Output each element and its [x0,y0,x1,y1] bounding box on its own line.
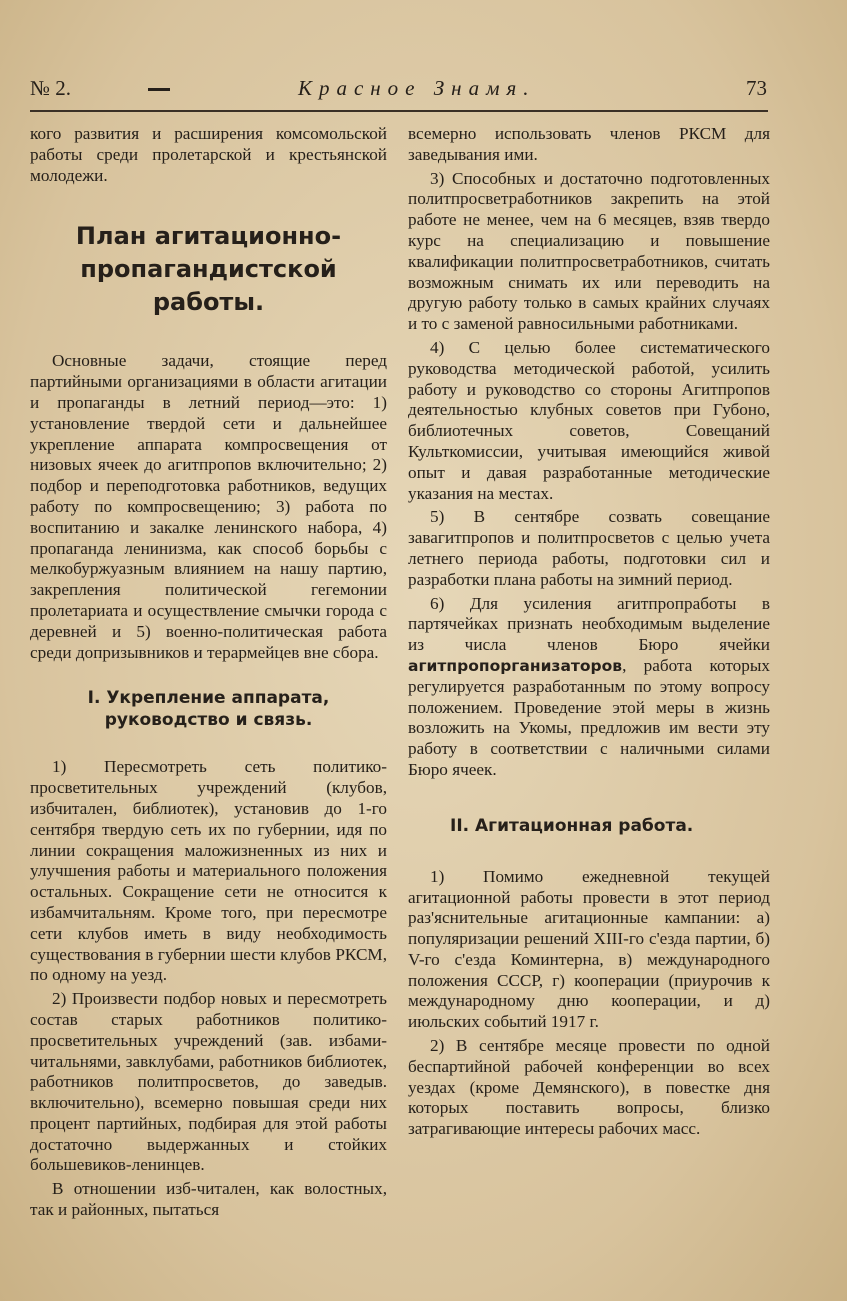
section-1-heading: I. Укрепление аппарата, руководство и связь. [87,688,330,731]
item-4: 4) С целью более систематического руководства методической работой, усилить работу и руководство со стороны Агитпропов деятельностью клубных советов при Губоно, библиотечных советов, Совещаний Культкомиссии, учитывая имеющийся живой опыт и давая разработанные методические указания на местах. [408,337,770,503]
item-6 [408,594,770,781]
item-3: 3) Способных и достаточно подготовленных политпросветработников закрепить на этой работе не менее, чем на 6 месяцев, взяв твердо курс на специализацию и повышение квалификации политпросветработников, считать возможным снимать их или переводить на другую работу только в самых крайних случаях и то с заменой равносильными работниками. [408,168,770,334]
main-paragraph: Основные задачи, стоящие перед партийными организациями в области агитации и пропаганды в летний период—это: 1) установление твердой сети и дальнейшее укрепление аппарата компросвещения от низовых ячеек до агитпропов включительно; 2) подбор и переподготовка работников, ведущих работу по компросвещению; 3) работа по воспитанию и закалке ленинского набора, 4) пропаганда ленинизма, как способ борьбы с мелкобуржуазным влиянием на нашу партию, закрепления политической гегемонии пролетариата и осуществление смычки города с деревней и 5) военно-политическая работа среди допризывников и терармейцев вне сбора. [30,351,387,662]
page-header [30,76,767,106]
item-2-end: всемерно использовать членов РКСМ для заведывания ими. [408,124,770,164]
item-5: 5) В сентябре созвать совещание завагитпропов и политпросветов с целью учета летнего периода работы, подготовки сил и разработки плана работы на зимний период. [408,507,770,589]
left-column [30,124,387,1224]
journal-title: Красное Знамя. [298,76,536,100]
item-2-2: 2) В сентябре месяце провести по одной беспартийной рабочей конференции во всех уездах (кроме Демянского), в повестке дня которых поставить вопросы, близко затрагивающие интересы рабочих масс. [408,1036,770,1139]
header-dash [148,88,170,91]
issue-number: № 2. [30,76,72,100]
item-1: 1) Пересмотреть сеть политико-просветительных учреждений (клубов, избчитален, библиотек), установив до 1-го сентября твердую сеть их по губернии, идя по линии сокращения маложизненных из них и улучшения работы и материального положения остальных. Сокращение сети не относится к избамчитальням. Кроме того, при пересмотре сети клубов иметь в виду необходимость существования в губернии шести клубов РКСМ, по одному на уезд. [30,757,387,985]
item-6-bold: агитпропорганизаторов [408,656,623,675]
item-2-1: 1) Помимо ежедневной текущей агитационной работы провести в этот период раз'яснительные агитационные кампании: а) популяризации решений XIII-го с'езда партии, б) V-го с'езда Коминтерна, в) международного положения СССР, г) кооперации (приурочив к международному дню кооперации, и д) июльских событий 1917 г. [408,866,770,1032]
intro-continuation: кого развития и расширения комсомольской работы среди пролетарской и крестьянской молодежи. [30,124,387,185]
item-6-after: , работа которых регулируется разработанным по этому вопросу положением. Проведение этой меры в жизнь возложить на Укомы, предложив им вести эту работу в соответствии с наличными силами Бюро ячеек. [408,655,770,779]
section-2-heading: II. Агитационная работа. [450,815,694,836]
item-2-continuation: В отношении изб-читален, как волостных, так и районных, пытаться [30,1179,387,1220]
page-number: 73 [746,76,767,100]
item-6-before: 6) Для усиления агитпропработы в партячейках признать необходимым выделение из числа членов Бюро ячейки [408,593,770,655]
article-title: План агитационно-пропагандистской работы. [75,222,342,317]
item-2: 2) Произвести подбор новых и пересмотреть состав старых работников политико-просветительных учреждений (зав. избами-читальнями, завклубами, работников библиотек, работников политпросветов, до заведыв. включительно), всемерно повышая среди них процент партийных, подбирая для этой работы достаточно выдержанных и стойких большевиков-ленинцев. [30,989,387,1175]
header-rule [30,110,768,112]
right-column [408,124,770,1143]
